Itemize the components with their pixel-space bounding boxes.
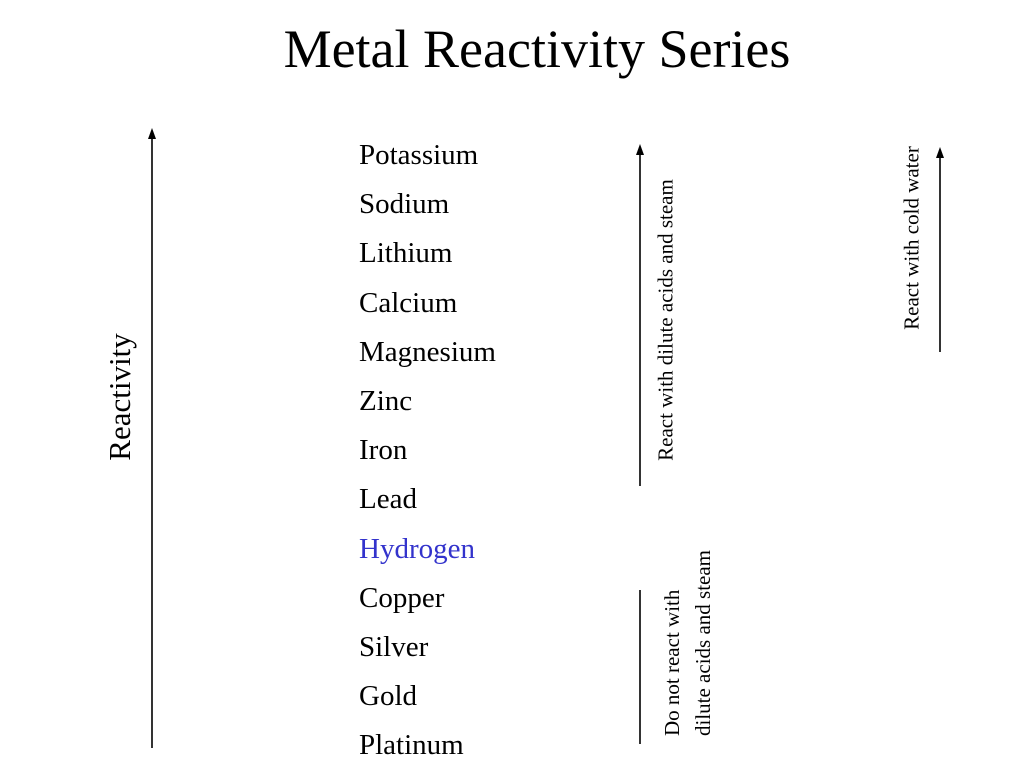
acids-steam-label: React with dilute acids and steam: [653, 179, 678, 461]
reactivity-axis-label: Reactivity: [102, 333, 137, 461]
cold-water-label: React with cold water: [899, 146, 924, 330]
list-item-platinum: Platinum: [359, 729, 464, 762]
list-item-sodium: Sodium: [359, 188, 450, 221]
metal-list: [359, 131, 496, 770]
list-item-hydrogen: Hydrogen: [359, 532, 475, 565]
no-react-label-line-1: Do not react with: [660, 589, 684, 737]
list-item-copper: Copper: [359, 581, 445, 614]
reactivity-arrowhead-icon: [148, 128, 156, 139]
list-item-lead: Lead: [359, 483, 417, 516]
acids-steam-arrowhead-icon: [636, 144, 644, 155]
no-react-label: [657, 550, 719, 736]
list-item-gold: Gold: [359, 680, 417, 713]
list-item-zinc: Zinc: [359, 384, 413, 417]
acids-steam-arrow: [636, 144, 644, 486]
list-item-potassium: Potassium: [359, 139, 479, 171]
list-item-lithium: Lithium: [359, 237, 453, 270]
list-item-silver: Silver: [359, 630, 429, 663]
list-item-iron: Iron: [359, 434, 408, 467]
page-title: Metal Reactivity Series: [283, 19, 791, 79]
list-item-calcium: Calcium: [359, 286, 458, 319]
list-item-magnesium: Magnesium: [359, 335, 496, 368]
cold-water-arrow: [936, 147, 944, 352]
no-react-label-line-2: dilute acids and steam: [691, 549, 715, 737]
cold-water-arrowhead-icon: [936, 147, 944, 158]
reactivity-arrow: [148, 128, 156, 748]
